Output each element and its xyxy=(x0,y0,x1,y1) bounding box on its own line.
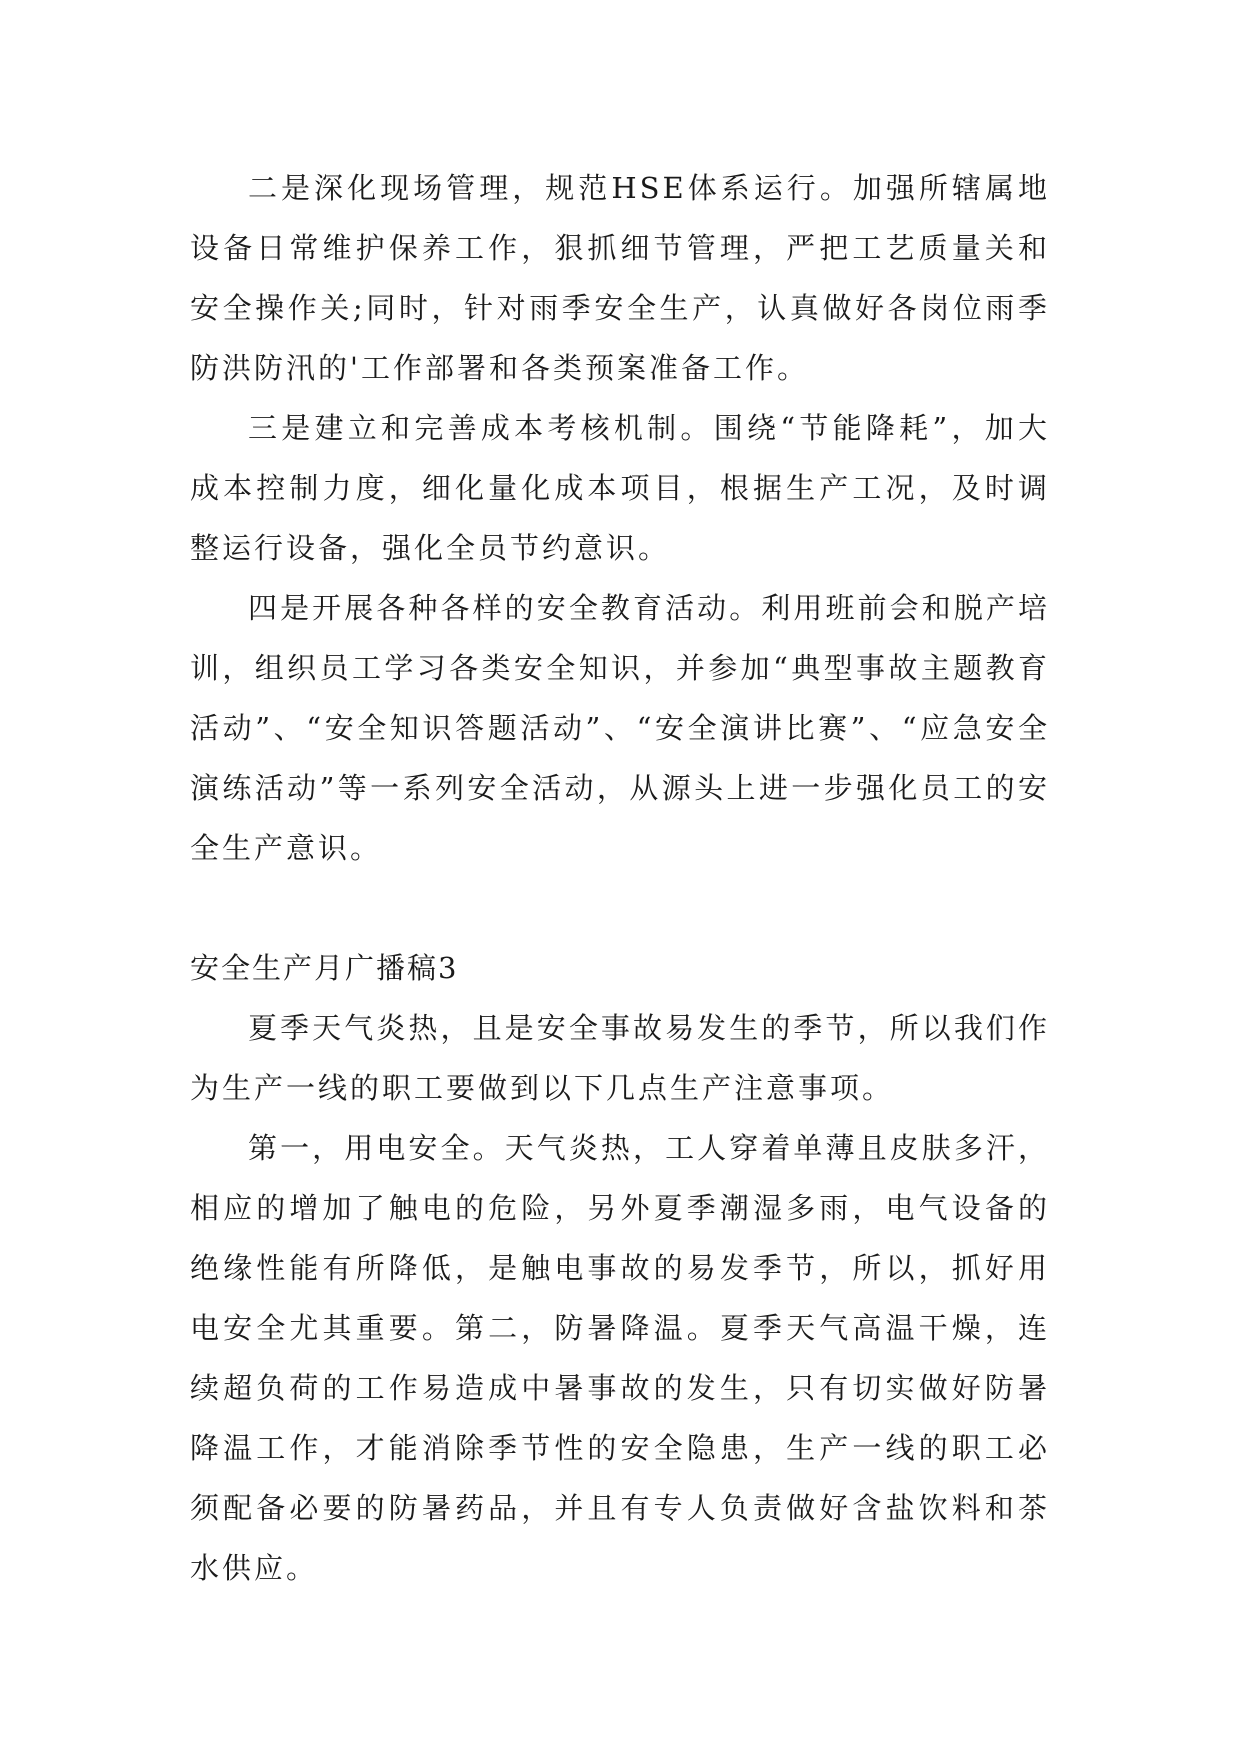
section-gap xyxy=(190,878,1050,938)
paragraph-summer-intro: 夏季天气炎热，且是安全事故易发生的季节，所以我们作为生产一线的职工要做到以下几点生产注意事项。 xyxy=(190,1011,1050,1105)
document-body xyxy=(190,158,1050,1598)
paragraph-cost-control: 三是建立和完善成本考核机制。围绕“节能降耗”，加大成本控制力度，细化量化成本项目，根据生产工况，及时调整运行设备，强化全员节约意识。 xyxy=(190,411,1050,565)
paragraph-safety-education: 四是开展各种各样的安全教育活动。利用班前会和脱产培训，组织员工学习各类安全知识，并参加“典型事故主题教育活动”、“安全知识答题活动”、“安全演讲比赛”、“应急安全演练活动”等一系列安全活动，从源头上进一步强化员工的安全生产意识。 xyxy=(190,591,1050,865)
paragraph-hse-management: 二是深化现场管理，规范HSE体系运行。加强所辖属地设备日常维护保养工作，狠抓细节管理，严把工艺质量关和安全操作关;同时，针对雨季安全生产，认真做好各岗位雨季防洪防汛的'工作部署和各类预案准备工作。 xyxy=(190,171,1050,385)
section-title: 安全生产月广播稿3 xyxy=(190,951,459,985)
paragraph-electricity-heat: 第一，用电安全。天气炎热，工人穿着单薄且皮肤多汗，相应的增加了触电的危险，另外夏季潮湿多雨，电气设备的绝缘性能有所降低，是触电事故的易发季节，所以，抓好用电安全尤其重要。第二，防暑降温。夏季天气高温干燥，连续超负荷的工作易造成中暑事故的发生，只有切实做好防暑降温工作，才能消除季节性的安全隐患，生产一线的职工必须配备必要的防暑药品，并且有专人负责做好含盐饮料和茶水供应。 xyxy=(190,1131,1050,1585)
